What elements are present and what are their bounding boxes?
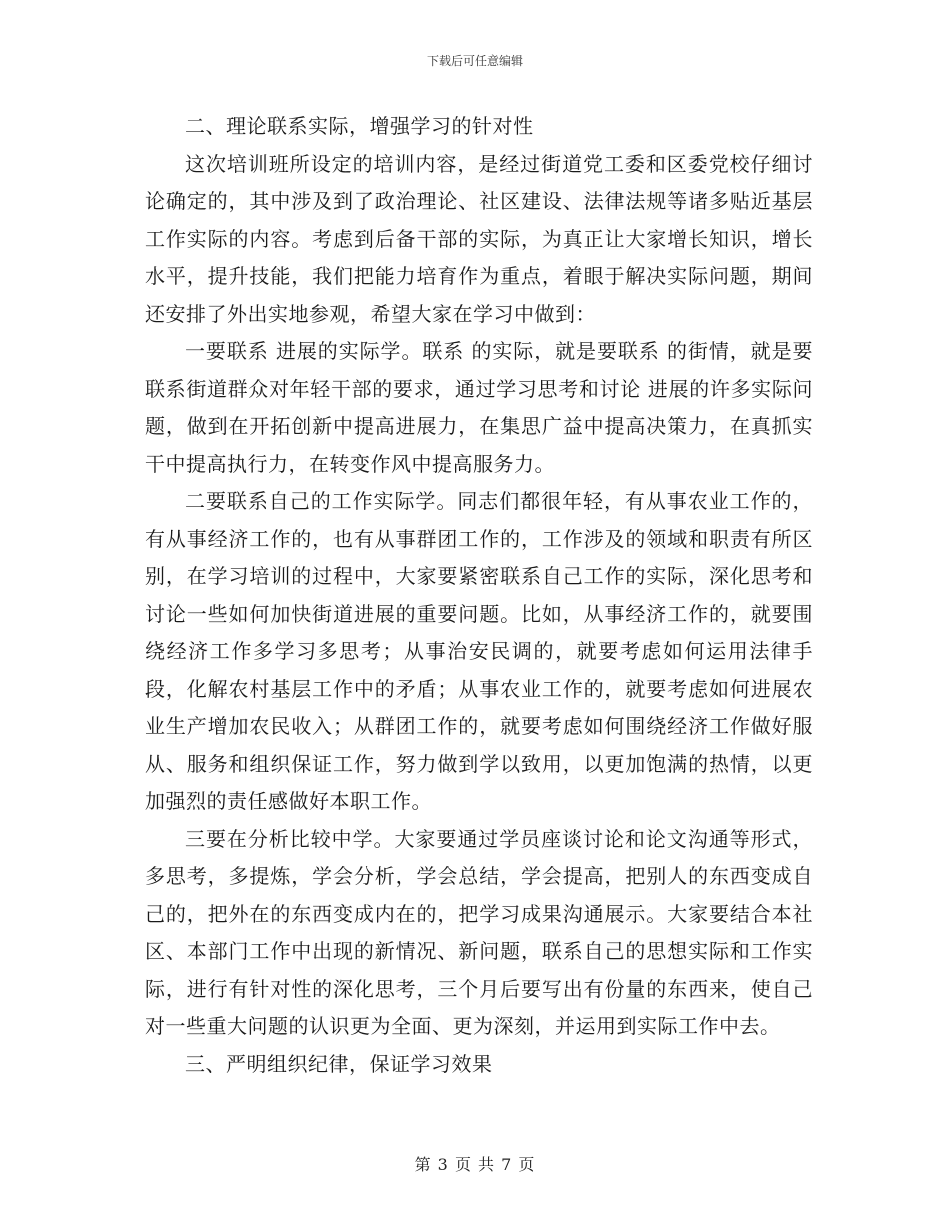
paragraph-point-two: 二要联系自己的工作实际学。同志们都很年轻，有从事农业工作的，有从事经济工作的，也有从事群团工作的，工作涉及的领域和职责有所区别，在学习培训的过程中，大家要紧密联系自己工作的实际，深化思考和讨论一些如何加快街道进展的重要问题。比如，从事经济工作的，就要围绕经济工作多学习多思考；从事治安民调的，就要考虑如何运用法律手段，化解农村基层工作中的矛盾；从事农业工作的，就要考虑如何进展农业生产增加农民收入；从群团工作的，就要考虑如何围绕经济工作做好服从、服务和组织保证工作，努力做到学以致用，以更加饱满的热情，以更加强烈的责任感做好本职工作。 (145, 489, 813, 813)
paragraph-point-one: 一要联系 进展的实际学。联系 的实际，就是要联系 的街情，就是要联系街道群众对年轻干部的要求，通过学习思考和讨论 进展的许多实际问题，做到在开拓创新中提高进展力，在集思广益中提高决策力，在真抓实干中提高执行力，在转变作风中提高服务力。 (145, 339, 813, 476)
document-body (145, 108, 813, 1083)
page-header-note: 下载后可任意编辑 (426, 54, 523, 68)
section-heading-2: 二、理论联系实际，增强学习的针对性 (185, 114, 534, 138)
paragraph-intro: 这次培训班所设定的培训内容，是经过街道党工委和区委党校仔细讨论确定的，其中涉及到了政治理论、社区建设、法律法规等诸多贴近基层工作实际的内容。考虑到后备干部的实际，为真正让大家增长知识，增长水平，提升技能，我们把能力培育作为重点，着眼于解决实际问题，期间还安排了外出实地参观，希望大家在学习中做到： (145, 151, 813, 326)
paragraph-point-three: 三要在分析比较中学。大家要通过学员座谈讨论和论文沟通等形式，多思考，多提炼，学会分析，学会总结，学会提高，把别人的东西变成自己的，把外在的东西变成内在的，把学习成果沟通展示。大家要结合本社区、本部门工作中出现的新情况、新问题，联系自己的思想实际和工作实际，进行有针对性的深化思考，三个月后要写出有份量的东西来，使自己对一些重大问题的认识更为全面、更为深刻，并运用到实际工作中去。 (145, 826, 813, 1038)
page-number-footer: 第 3 页 共 7 页 (414, 1155, 536, 1174)
section-heading-3: 三、严明组织纪律，保证学习效果 (185, 1051, 493, 1076)
